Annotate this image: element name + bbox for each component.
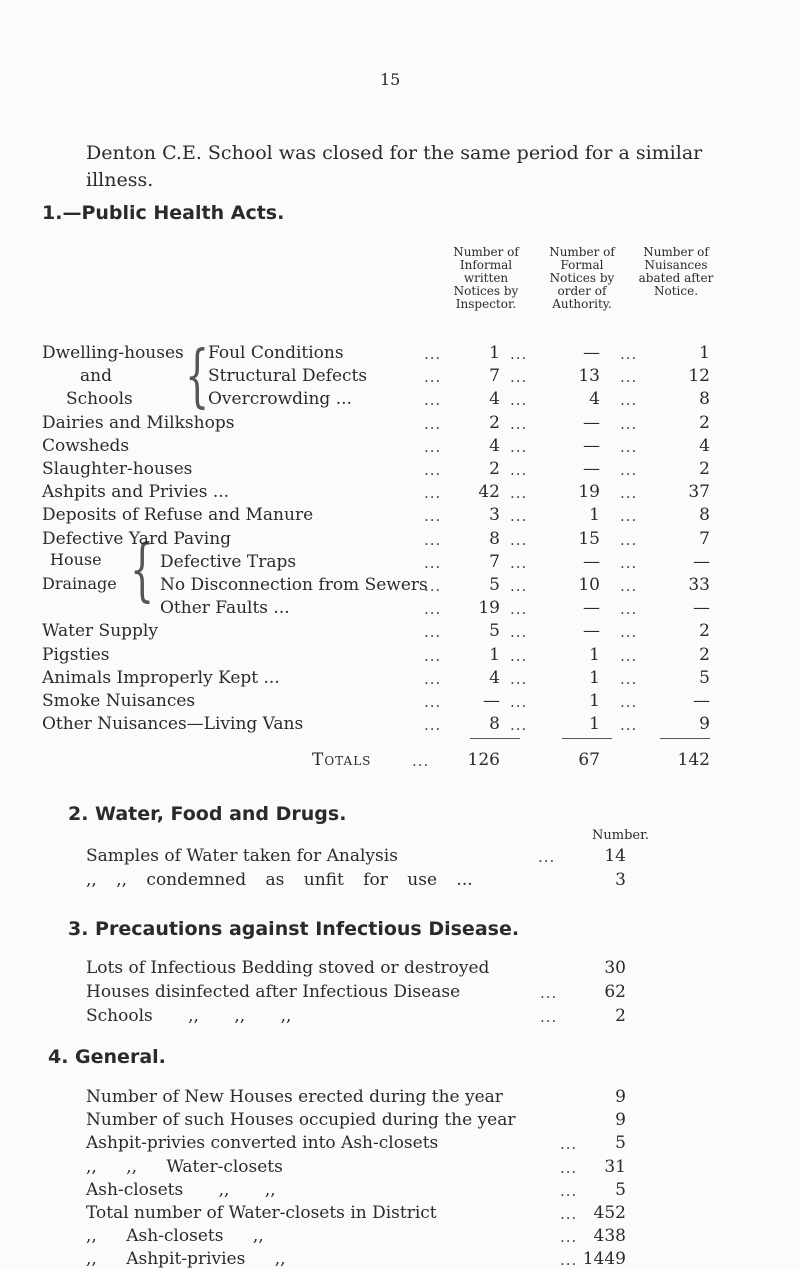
row-leader: ... xyxy=(424,600,442,618)
row-leader: ... xyxy=(424,345,442,363)
section-3-row-3-label: Schools ,, ,, ,, xyxy=(86,1006,292,1026)
section-3-row-2-label: Houses disinfected after Infectious Disease xyxy=(86,982,461,1002)
cell-informal: 7 xyxy=(489,366,500,386)
cell-abated: 9 xyxy=(699,714,710,734)
row-label: Other Faults ... xyxy=(160,598,290,618)
general-row-value: 9 xyxy=(615,1110,626,1130)
total-informal: 126 xyxy=(467,750,500,770)
section-3-row-2-value: 62 xyxy=(604,982,626,1002)
totals-label: Totals xyxy=(312,750,372,770)
general-row-value: 438 xyxy=(593,1226,626,1246)
row-leader: ... xyxy=(510,577,528,595)
row-leader: ... xyxy=(510,647,528,665)
row-leader: ... xyxy=(620,647,638,665)
row-leader: ... xyxy=(424,670,442,688)
row-leader: ... xyxy=(510,461,528,479)
row-leader: ... xyxy=(510,368,528,386)
cell-abated: 33 xyxy=(688,575,710,595)
total-abated: 142 xyxy=(677,750,710,770)
group-label-dwelling: Dwelling-houses xyxy=(42,343,184,363)
section-3-row-3-leader: ... xyxy=(540,1008,558,1026)
row-label: Defective Yard Paving xyxy=(42,529,232,549)
row-leader: ... xyxy=(510,554,528,572)
row-leader: ... xyxy=(510,623,528,641)
row-label: Deposits of Refuse and Manure xyxy=(42,505,314,525)
row-leader: ... xyxy=(510,415,528,433)
general-row-leader: ... xyxy=(560,1159,578,1177)
cell-abated: 2 xyxy=(699,413,710,433)
section-3-row-2-leader: ... xyxy=(540,984,558,1002)
cell-abated: — xyxy=(693,691,710,711)
row-leader: ... xyxy=(424,438,442,456)
row-leader: ... xyxy=(620,693,638,711)
cell-abated: 2 xyxy=(699,459,710,479)
cell-informal: 1 xyxy=(489,645,500,665)
general-row-value: 31 xyxy=(604,1157,626,1177)
cell-formal: 19 xyxy=(578,482,600,502)
general-row-label: ,, ,, Water-closets xyxy=(86,1157,283,1177)
cell-formal: 1 xyxy=(589,691,600,711)
general-row-value: 5 xyxy=(615,1180,626,1200)
row-leader: ... xyxy=(424,577,442,595)
cell-informal: 4 xyxy=(489,436,500,456)
cell-formal: — xyxy=(583,413,600,433)
section-3-row-1-value: 30 xyxy=(604,958,626,978)
cell-formal: — xyxy=(583,459,600,479)
row-leader: ... xyxy=(510,716,528,734)
general-row-value: 1449 xyxy=(582,1249,626,1269)
cell-abated: 12 xyxy=(688,366,710,386)
row-leader: ... xyxy=(510,345,528,363)
row-leader: ... xyxy=(424,554,442,572)
general-row-label: Number of New Houses erected during the year xyxy=(86,1087,503,1107)
row-leader: ... xyxy=(424,623,442,641)
section-2-row-2-label: ,, ,, condemned as unfit for use ... xyxy=(86,870,473,890)
general-row-leader: ... xyxy=(560,1251,578,1269)
general-row-label: Number of such Houses occupied during the year xyxy=(86,1110,516,1130)
cell-abated: 8 xyxy=(699,505,710,525)
row-label: Pigsties xyxy=(42,645,110,665)
row-leader: ... xyxy=(424,461,442,479)
general-row-label: Total number of Water-closets in District xyxy=(86,1203,437,1223)
row-label: Ashpits and Privies ... xyxy=(42,482,230,502)
group-label-and: and xyxy=(80,366,112,386)
row-label: Cowsheds xyxy=(42,436,130,456)
general-row-value: 9 xyxy=(615,1087,626,1107)
total-rule-abated xyxy=(660,738,710,739)
row-leader: ... xyxy=(424,531,442,549)
cell-informal: 3 xyxy=(489,505,500,525)
row-leader: ... xyxy=(510,600,528,618)
cell-formal: — xyxy=(583,436,600,456)
col-head-formal: Number of Formal Notices by order of Authority. xyxy=(549,245,615,311)
row-leader: ... xyxy=(510,670,528,688)
row-leader: ... xyxy=(620,554,638,572)
row-leader: ... xyxy=(424,716,442,734)
row-label: Overcrowding ... xyxy=(208,389,352,409)
cell-formal: 1 xyxy=(589,505,600,525)
section-2-row-1-value: 14 xyxy=(604,846,626,866)
cell-informal: 2 xyxy=(489,459,500,479)
row-leader: ... xyxy=(424,484,442,502)
cell-abated: 37 xyxy=(688,482,710,502)
row-leader: ... xyxy=(510,507,528,525)
cell-informal: 4 xyxy=(489,389,500,409)
total-rule-formal xyxy=(562,738,612,739)
row-leader: ... xyxy=(620,368,638,386)
row-leader: ... xyxy=(620,391,638,409)
group-label-schools: Schools xyxy=(66,389,133,409)
cell-informal: 4 xyxy=(489,668,500,688)
row-label: Slaughter-houses xyxy=(42,459,193,479)
cell-formal: 13 xyxy=(578,366,600,386)
row-leader: ... xyxy=(510,484,528,502)
row-leader: ... xyxy=(620,531,638,549)
row-label: Foul Conditions xyxy=(208,343,344,363)
row-leader: ... xyxy=(620,670,638,688)
general-row-leader: ... xyxy=(560,1205,578,1223)
cell-informal: 8 xyxy=(489,714,500,734)
section-3-row-1-label: Lots of Infectious Bedding stoved or destroyed xyxy=(86,958,490,978)
total-rule-informal xyxy=(470,738,520,739)
row-label: Smoke Nuisances xyxy=(42,691,196,711)
section-2-heading: 2. Water, Food and Drugs. xyxy=(68,803,347,825)
general-row-leader: ... xyxy=(560,1182,578,1200)
cell-informal: — xyxy=(483,691,500,711)
brace-icon: { xyxy=(130,530,155,610)
section-4-heading: 4. General. xyxy=(48,1046,166,1068)
cell-informal: 2 xyxy=(489,413,500,433)
row-leader: ... xyxy=(620,623,638,641)
cell-formal: — xyxy=(583,598,600,618)
row-label: Structural Defects xyxy=(208,366,368,386)
cell-informal: 8 xyxy=(489,529,500,549)
general-row-label: Ash-closets ,, ,, xyxy=(86,1180,276,1200)
cell-abated: — xyxy=(693,552,710,572)
row-label: Other Nuisances—Living Vans xyxy=(42,714,304,734)
row-leader: ... xyxy=(424,507,442,525)
row-label: Water Supply xyxy=(42,621,158,641)
general-row-value: 5 xyxy=(615,1133,626,1153)
row-leader: ... xyxy=(424,647,442,665)
cell-formal: — xyxy=(583,343,600,363)
section-2-col-head: Number. xyxy=(592,828,650,843)
row-label: Defective Traps xyxy=(160,552,297,572)
cell-informal: 5 xyxy=(489,575,500,595)
row-leader: ... xyxy=(510,693,528,711)
cell-abated: — xyxy=(693,598,710,618)
row-leader: ... xyxy=(424,391,442,409)
total-formal: 67 xyxy=(578,750,600,770)
col-head-informal: Number of Informal written Notices by Inspector. xyxy=(453,245,519,311)
row-leader: ... xyxy=(424,693,442,711)
group-label-house: House xyxy=(50,550,102,569)
cell-informal: 42 xyxy=(478,482,500,502)
section-2-row-2-value: 3 xyxy=(615,870,626,890)
cell-informal: 5 xyxy=(489,621,500,641)
general-row-label: Ashpit-privies converted into Ash-closets xyxy=(86,1133,439,1153)
general-row-value: 452 xyxy=(593,1203,626,1223)
cell-abated: 2 xyxy=(699,645,710,665)
row-label: Dairies and Milkshops xyxy=(42,413,235,433)
row-leader: ... xyxy=(620,415,638,433)
general-row-leader: ... xyxy=(560,1228,578,1246)
cell-abated: 7 xyxy=(699,529,710,549)
row-label: No Disconnection from Sewers xyxy=(160,575,428,595)
cell-informal: 1 xyxy=(489,343,500,363)
section-1-heading: 1.—Public Health Acts. xyxy=(42,202,285,224)
row-leader: ... xyxy=(620,507,638,525)
cell-formal: 1 xyxy=(589,714,600,734)
cell-informal: 19 xyxy=(478,598,500,618)
row-leader: ... xyxy=(620,600,638,618)
cell-formal: 1 xyxy=(589,668,600,688)
row-label: Animals Improperly Kept ... xyxy=(42,668,280,688)
totals-leader: ... xyxy=(412,752,430,770)
row-leader: ... xyxy=(620,438,638,456)
section-2-row-1-leader: ... xyxy=(538,848,556,866)
group-label-drainage: Drainage xyxy=(42,574,117,593)
page-number: 15 xyxy=(380,70,401,89)
cell-abated: 4 xyxy=(699,436,710,456)
cell-abated: 8 xyxy=(699,389,710,409)
brace-icon: { xyxy=(185,336,210,416)
col-head-abated: Number of Nuisances abated after Notice. xyxy=(638,245,714,298)
row-leader: ... xyxy=(620,716,638,734)
cell-formal: 1 xyxy=(589,645,600,665)
cell-formal: 10 xyxy=(578,575,600,595)
row-leader: ... xyxy=(620,484,638,502)
section-3-row-3-value: 2 xyxy=(615,1006,626,1026)
general-row-label: ,, Ash-closets ,, xyxy=(86,1226,264,1246)
cell-formal: 15 xyxy=(578,529,600,549)
row-leader: ... xyxy=(510,438,528,456)
general-row-leader: ... xyxy=(560,1135,578,1153)
cell-informal: 7 xyxy=(489,552,500,572)
cell-abated: 2 xyxy=(699,621,710,641)
row-leader: ... xyxy=(510,531,528,549)
section-2-row-1-label: Samples of Water taken for Analysis xyxy=(86,846,398,866)
cell-abated: 5 xyxy=(699,668,710,688)
section-3-heading: 3. Precautions against Infectious Disease. xyxy=(68,918,520,940)
general-row-label: ,, Ashpit-privies ,, xyxy=(86,1249,286,1269)
intro-paragraph: Denton C.E. School was closed for the same period for a similar illness. xyxy=(86,142,703,191)
cell-formal: 4 xyxy=(589,389,600,409)
row-leader: ... xyxy=(620,345,638,363)
cell-abated: 1 xyxy=(699,343,710,363)
row-leader: ... xyxy=(620,461,638,479)
row-leader: ... xyxy=(620,577,638,595)
row-leader: ... xyxy=(424,415,442,433)
cell-formal: — xyxy=(583,621,600,641)
row-leader: ... xyxy=(510,391,528,409)
row-leader: ... xyxy=(424,368,442,386)
cell-formal: — xyxy=(583,552,600,572)
